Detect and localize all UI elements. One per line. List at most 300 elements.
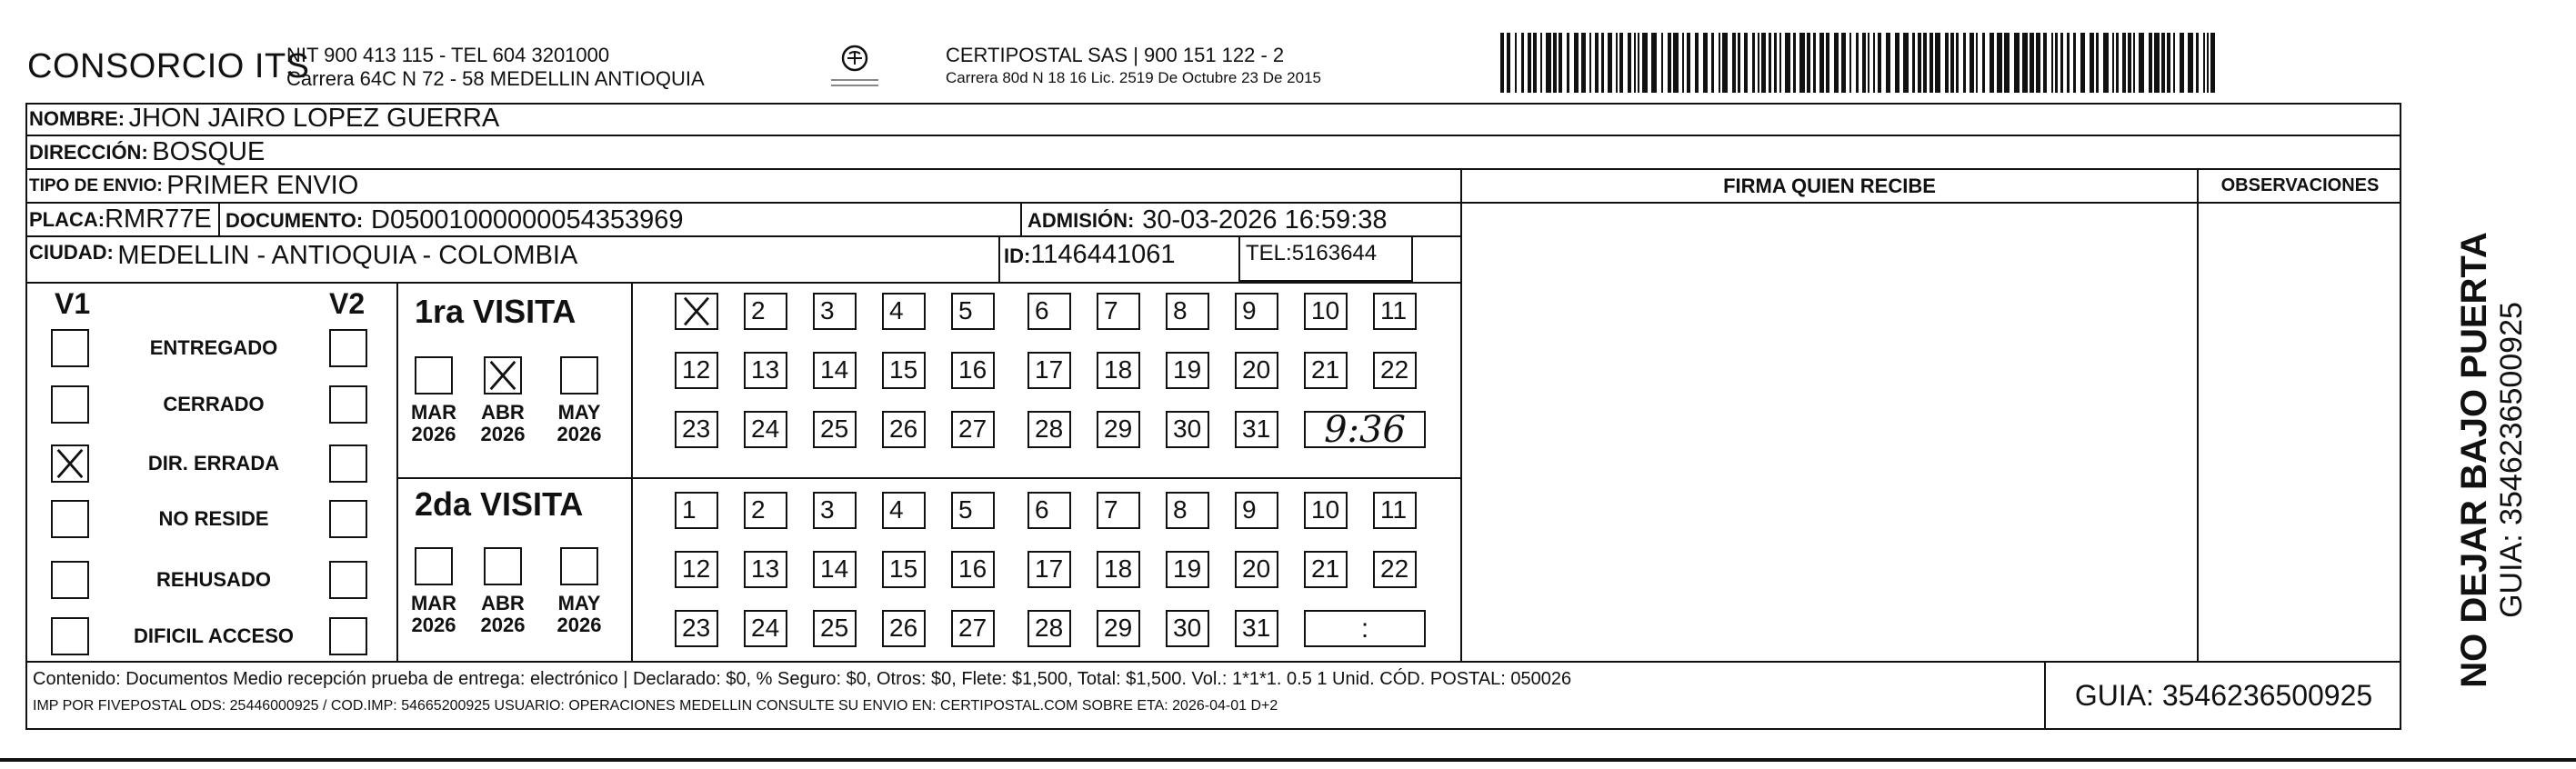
day-number: 5 <box>958 495 973 524</box>
barcode-bar <box>2196 33 2199 93</box>
status-v1-checkbox[interactable] <box>51 444 89 483</box>
barcode-bar <box>1528 33 1531 93</box>
status-v1-checkbox[interactable] <box>51 329 89 367</box>
status-label: DIFICIL ACCESO <box>133 624 294 647</box>
status-v2-checkbox[interactable] <box>329 329 367 367</box>
day-box[interactable] <box>1097 352 1140 389</box>
day-box[interactable] <box>951 492 995 529</box>
day-box[interactable] <box>675 610 718 647</box>
month-name: ABR <box>481 592 525 614</box>
barcode-bar <box>1533 33 1537 93</box>
barcode-bar <box>2014 33 2020 93</box>
day-box[interactable] <box>744 551 787 588</box>
barcode-bar <box>2103 33 2109 93</box>
day-number: 26 <box>889 414 918 443</box>
day-box[interactable] <box>882 551 926 588</box>
day-number: 1 <box>682 495 697 524</box>
day-box[interactable] <box>1027 551 1071 588</box>
day-number: 18 <box>1104 554 1133 583</box>
status-v1-checkbox[interactable] <box>51 561 89 599</box>
day-box[interactable] <box>951 352 995 389</box>
barcode-bar <box>2203 33 2205 93</box>
day-number: 6 <box>1035 495 1049 524</box>
day-number: 3 <box>820 296 835 325</box>
status-v1-checkbox[interactable] <box>51 385 89 424</box>
barcode-bar <box>1521 33 1524 93</box>
barcode-bar <box>1918 33 1921 93</box>
day-box[interactable] <box>1027 293 1071 330</box>
barcode-bar <box>1507 33 1510 93</box>
barcode-bar <box>1682 33 1684 93</box>
month-year: 2026 <box>556 423 602 445</box>
barcode-bar <box>2080 33 2085 93</box>
barcode-bar <box>2167 33 2170 93</box>
barcode-bar <box>2022 33 2028 93</box>
day-box[interactable] <box>1166 352 1209 389</box>
barcode-bar <box>1687 33 1690 93</box>
barcode-bar <box>1976 33 1978 93</box>
barcode-bar <box>1873 33 1875 93</box>
day-box[interactable] <box>675 411 718 448</box>
barcode-bar <box>1711 33 1714 93</box>
barcode-bar <box>2128 33 2131 93</box>
status-label: CERRADO <box>163 393 265 415</box>
month-name: MAY <box>557 401 601 424</box>
month-name: ABR <box>481 401 525 424</box>
barcode-bar <box>1785 33 1790 93</box>
footer-line1: Contenido: Documentos Medio recepción prueba de entrega: electrónico | Declarado: $0, % Seguro: $0, Otros: $0, Flete: $1,500, Total: $1,500. Vol.: 1*1*1. 0.5 1 Unid. CÓD. POSTAL: 050026 <box>33 669 1572 689</box>
barcode-bar <box>1970 33 1974 93</box>
day-number: 2 <box>751 296 766 325</box>
barcode-bar <box>1758 33 1759 93</box>
day-number: 20 <box>1242 355 1271 384</box>
status-v2-checkbox[interactable] <box>329 500 367 538</box>
day-box[interactable] <box>882 411 926 448</box>
barcode-bar <box>1634 33 1636 93</box>
status-v2-checkbox[interactable] <box>329 617 367 655</box>
barcode-bar <box>1886 33 1890 93</box>
barcode-bar <box>1628 33 1631 93</box>
day-number: 28 <box>1035 414 1064 443</box>
day-box[interactable] <box>951 293 995 330</box>
barcode-bar <box>1912 33 1915 93</box>
barcode-bar <box>2073 33 2076 93</box>
day-box[interactable] <box>1097 293 1140 330</box>
day-box[interactable] <box>1097 492 1140 529</box>
barcode-bar <box>1661 33 1663 93</box>
company-name: CONSORCIO ITS <box>27 47 310 85</box>
barcode-bar <box>1793 33 1796 93</box>
v1-header: V1 <box>55 287 91 320</box>
barcode-bar <box>2055 33 2058 93</box>
day-number: 28 <box>1035 614 1064 642</box>
day-number: 18 <box>1104 355 1133 384</box>
field-nombre <box>25 103 2401 136</box>
id-label: ID: <box>1004 245 1031 267</box>
certipostal-logo <box>826 40 884 91</box>
day-number: 31 <box>1242 414 1271 443</box>
barcode-bar <box>1719 33 1720 93</box>
day-box[interactable] <box>1166 492 1209 529</box>
month-checkbox[interactable] <box>484 356 522 394</box>
day-number: 9 <box>1242 296 1257 325</box>
day-box[interactable] <box>951 610 995 647</box>
barcode-bar <box>1997 33 2002 93</box>
status-v2-checkbox[interactable] <box>329 444 367 483</box>
day-box[interactable] <box>1373 293 1417 330</box>
day-box[interactable] <box>675 352 718 389</box>
firma-header: FIRMA QUIEN RECIBE <box>1462 170 2199 204</box>
time-field[interactable]: 9:36 <box>1304 411 1426 448</box>
barcode-bar <box>1903 33 1909 93</box>
day-number: 6 <box>1035 296 1049 325</box>
ciudad-label: CIUDAD: <box>29 241 114 264</box>
barcode-bar <box>2090 33 2094 93</box>
status-v1-checkbox[interactable] <box>51 617 89 655</box>
day-box[interactable] <box>1235 352 1278 389</box>
day-number: 21 <box>1311 355 1340 384</box>
barcode-bar <box>1703 33 1708 93</box>
barcode-bar <box>2116 33 2119 93</box>
day-number: 21 <box>1311 554 1340 583</box>
placa-value: RMR77E <box>105 205 212 234</box>
day-number: 16 <box>958 355 987 384</box>
day-number: 13 <box>751 355 780 384</box>
barcode-bar <box>1500 33 1504 93</box>
admision-value: 30-03-2026 16:59:38 <box>1142 205 1388 235</box>
barcode-bar <box>1738 33 1740 93</box>
day-number: 11 <box>1380 495 1408 524</box>
month-year: 2026 <box>411 423 456 445</box>
day-number: 3 <box>820 495 835 524</box>
bottom-rule <box>0 758 2576 762</box>
barcode-bar <box>2149 33 2152 93</box>
status-v1-checkbox[interactable] <box>51 500 89 538</box>
barcode-bar <box>1807 33 1810 93</box>
side-text <box>2454 224 2529 696</box>
day-box[interactable] <box>744 492 787 529</box>
day-number: 12 <box>682 554 711 583</box>
day-box[interactable] <box>813 352 857 389</box>
barcode-bar <box>1574 33 1579 93</box>
barcode-bar <box>1769 33 1771 93</box>
barcode-bar <box>2188 33 2193 93</box>
month-name: MAR <box>410 401 457 424</box>
divider-visit1-visit2 <box>396 477 1462 479</box>
month-checkbox[interactable] <box>484 547 522 585</box>
barcode-bar <box>1956 33 1959 93</box>
barcode-bar <box>1642 33 1648 93</box>
day-box[interactable] <box>1235 610 1278 647</box>
day-box[interactable] <box>1027 352 1071 389</box>
tipo-value: PRIMER ENVIO <box>166 171 359 200</box>
day-box[interactable] <box>744 352 787 389</box>
day-box[interactable] <box>1304 492 1348 529</box>
barcode-bar <box>1950 33 1954 93</box>
barcode-bar <box>2096 33 2099 93</box>
barcode-bar <box>2133 33 2135 93</box>
barcode-bar <box>2036 33 2040 93</box>
barcode-bar <box>1868 33 1869 93</box>
day-number: 14 <box>820 355 849 384</box>
carrier-info-line2: Carrera 80d N 18 16 Lic. 2519 De Octubre 23 De 2015 <box>946 69 1321 86</box>
day-box[interactable] <box>1097 610 1140 647</box>
barcode-bar <box>1982 33 1985 93</box>
day-number: 22 <box>1380 355 1409 384</box>
day-box[interactable] <box>1027 610 1071 647</box>
day-number: 17 <box>1035 355 1064 384</box>
day-box[interactable] <box>882 293 926 330</box>
status-label: DIR. ERRADA <box>147 452 280 474</box>
barcode-bar <box>1774 33 1777 93</box>
day-box[interactable] <box>1235 411 1278 448</box>
day-number: 29 <box>1104 414 1133 443</box>
month-year: 2026 <box>480 423 526 445</box>
barcode-bar <box>1744 33 1748 93</box>
day-box[interactable] <box>1166 411 1209 448</box>
barcode-bar <box>2154 33 2160 93</box>
visit2-title: 2da VISITA <box>415 485 584 523</box>
status-v2-checkbox[interactable] <box>329 385 367 424</box>
field-direccion <box>25 136 2401 170</box>
month-name: MAY <box>557 592 601 614</box>
day-box[interactable] <box>744 610 787 647</box>
month-label <box>406 593 461 636</box>
barcode-bar <box>1567 33 1569 93</box>
month-checkbox[interactable] <box>560 547 598 585</box>
day-box[interactable] <box>882 610 926 647</box>
side-anchor <box>2364 345 2366 347</box>
carrier-info <box>946 44 1321 89</box>
id-value: 1146441061 <box>1030 240 1176 269</box>
day-number: 7 <box>1104 296 1118 325</box>
day-box[interactable] <box>1097 551 1140 588</box>
tel-group <box>1238 237 1413 282</box>
day-number: 10 <box>1311 495 1340 524</box>
day-number: 25 <box>820 414 849 443</box>
day-number: 2 <box>751 495 766 524</box>
barcode-bar <box>1862 33 1866 93</box>
barcode-bar <box>2180 33 2184 93</box>
day-number: 8 <box>1173 495 1188 524</box>
day-box[interactable] <box>675 551 718 588</box>
day-number: 29 <box>1104 614 1133 642</box>
divider-visits-days <box>631 284 633 661</box>
day-box[interactable] <box>1027 492 1071 529</box>
month-year: 2026 <box>411 614 456 636</box>
carrier-info-line1: CERTIPOSTAL SAS | 900 151 122 - 2 <box>946 44 1285 66</box>
barcode-bar <box>1849 33 1851 93</box>
barcode-bar <box>2030 33 2034 93</box>
day-number: 24 <box>751 614 780 642</box>
barcode-bar <box>1732 33 1736 93</box>
company-info <box>286 44 705 91</box>
nombre-value: JHON JAIRO LOPEZ GUERRA <box>128 104 500 133</box>
day-number: 31 <box>1242 614 1271 642</box>
day-box[interactable] <box>744 411 787 448</box>
time-field[interactable]: : <box>1304 610 1426 647</box>
barcode-bar <box>1834 33 1839 93</box>
day-number: 4 <box>889 296 904 325</box>
day-number: 7 <box>1104 495 1118 524</box>
barcode-bar <box>1540 33 1542 93</box>
barcode-bar <box>1553 33 1557 93</box>
admision-label: ADMISIÓN: <box>1027 208 1135 232</box>
barcode-bar <box>1546 33 1551 93</box>
day-number: 13 <box>751 554 780 583</box>
barcode-bar <box>2122 33 2126 93</box>
day-number: 27 <box>958 614 987 642</box>
month-checkbox[interactable] <box>560 356 598 394</box>
month-label <box>552 402 606 445</box>
day-number: 22 <box>1380 554 1409 583</box>
month-label <box>476 593 530 636</box>
barcode-bar <box>2051 33 2053 93</box>
day-number: 14 <box>820 554 849 583</box>
documento-group <box>226 204 684 237</box>
tipo-label: TIPO DE ENVIO: <box>29 175 163 195</box>
day-box[interactable] <box>813 411 857 448</box>
observaciones-header: OBSERVACIONES <box>2199 170 2401 204</box>
barcode-bar <box>1581 33 1586 93</box>
barcode-bar <box>1608 33 1612 93</box>
month-year: 2026 <box>480 614 526 636</box>
barcode-bar <box>1595 33 1599 93</box>
direccion-label: DIRECCIÓN: <box>29 140 148 164</box>
day-box[interactable] <box>1027 411 1071 448</box>
day-number: 11 <box>1380 296 1408 325</box>
v2-header: V2 <box>329 287 366 320</box>
tel-label: TEL: <box>1246 241 1292 265</box>
day-number: 25 <box>820 614 849 642</box>
barcode-bar <box>1856 33 1859 93</box>
day-number: 17 <box>1035 554 1064 583</box>
day-box[interactable] <box>951 411 995 448</box>
divider-ciudad-bottom <box>25 282 1462 284</box>
barcode-bar <box>1819 33 1824 93</box>
month-checkbox[interactable] <box>415 547 453 585</box>
day-box[interactable] <box>1166 293 1209 330</box>
day-box[interactable] <box>882 352 926 389</box>
nombre-label: NOMBRE: <box>29 106 125 130</box>
day-box[interactable] <box>1235 293 1278 330</box>
day-box[interactable] <box>1166 551 1209 588</box>
barcode-bar <box>2067 33 2070 93</box>
month-label <box>552 593 606 636</box>
day-box[interactable] <box>1166 610 1209 647</box>
documento-label: DOCUMENTO: <box>226 208 364 232</box>
barcode-bar <box>1638 33 1639 93</box>
barcode-bar <box>1515 33 1517 93</box>
month-checkbox[interactable] <box>415 356 453 394</box>
barcode-bar <box>1841 33 1846 93</box>
day-number: 26 <box>889 614 918 642</box>
footer-line2: IMP POR FIVEPOSTAL ODS: 25446000925 / COD.IMP: 54665200925 USUARIO: OPERACIONES MEDELLIN CONSULTE SU ENVIO EN: CERTIPOSTAL.COM SOBRE ETA: 2026-04-01 D+2 <box>33 698 1278 714</box>
day-box[interactable] <box>1304 293 1348 330</box>
placa-label: PLACA: <box>29 207 105 231</box>
divider-status <box>396 284 398 661</box>
barcode-bar <box>1761 33 1766 93</box>
day-box[interactable] <box>882 492 926 529</box>
divider-observaciones <box>2197 170 2199 661</box>
day-box[interactable] <box>1373 352 1417 389</box>
day-box[interactable] <box>1304 551 1348 588</box>
barcode-bar <box>1945 33 1949 93</box>
barcode-bar <box>1935 33 1940 93</box>
day-number: 19 <box>1173 355 1202 384</box>
tel-value: 5163644 <box>1291 241 1378 265</box>
day-number: 9 <box>1242 495 1257 524</box>
status-label: ENTREGADO <box>149 336 278 359</box>
barcode-bar <box>1668 33 1671 93</box>
day-box[interactable] <box>813 293 857 330</box>
day-box[interactable] <box>1097 411 1140 448</box>
barcode-bar <box>1799 33 1805 93</box>
month-name: MAR <box>410 592 457 614</box>
barcode-bar <box>2060 33 2063 93</box>
day-box[interactable] <box>951 551 995 588</box>
status-v2-checkbox[interactable] <box>329 561 367 599</box>
day-box[interactable] <box>1235 551 1278 588</box>
status-label: NO RESIDE <box>158 507 269 530</box>
barcode-bar <box>1963 33 1966 93</box>
day-number: 23 <box>682 614 711 642</box>
side-guia: GUIA: 3546236500925 <box>2494 302 2529 618</box>
day-number: 30 <box>1173 414 1202 443</box>
id-group <box>1004 240 1175 270</box>
day-box[interactable] <box>1235 492 1278 529</box>
barcode-bar <box>1601 33 1604 93</box>
day-box[interactable] <box>813 551 857 588</box>
barcode-bar <box>1589 33 1591 93</box>
day-box[interactable] <box>813 492 857 529</box>
status-label: REHUSADO <box>156 568 271 591</box>
barcode-bar <box>2173 33 2175 93</box>
field-tipo-envio <box>25 170 1462 204</box>
barcode-bar <box>1616 33 1618 93</box>
barcode-bar <box>1559 33 1562 93</box>
day-box[interactable] <box>675 293 718 330</box>
day-box[interactable] <box>1304 352 1348 389</box>
day-number: 24 <box>751 414 780 443</box>
company-info-line2: Carrera 64C N 72 - 58 MEDELLIN ANTIOQUIA <box>286 67 705 90</box>
day-box[interactable] <box>1373 492 1417 529</box>
barcode-bar <box>1826 33 1829 93</box>
barcode-bar <box>2210 33 2215 93</box>
day-number: 23 <box>682 414 711 443</box>
divider-placa <box>218 204 220 237</box>
day-box[interactable] <box>1373 551 1417 588</box>
day-number: 10 <box>1311 296 1340 325</box>
day-number: 30 <box>1173 614 1202 642</box>
day-box[interactable] <box>675 492 718 529</box>
day-box[interactable] <box>813 610 857 647</box>
month-label <box>476 402 530 445</box>
barcode-bar <box>1722 33 1728 93</box>
barcode-bar <box>2207 33 2209 93</box>
barcode-bar <box>1651 33 1657 93</box>
divider-admision <box>1020 204 1022 237</box>
barcode-bar <box>2112 33 2114 93</box>
barcode-bar <box>1752 33 1755 93</box>
barcode-bar <box>1673 33 1679 93</box>
side-warning: NO DEJAR BAJO PUERTA <box>2454 232 2494 688</box>
day-number: 5 <box>958 296 973 325</box>
day-box[interactable] <box>744 293 787 330</box>
day-number: 20 <box>1242 554 1271 583</box>
month-year: 2026 <box>556 614 602 636</box>
footer-guia: GUIA: 3546236500925 <box>2044 661 2401 730</box>
